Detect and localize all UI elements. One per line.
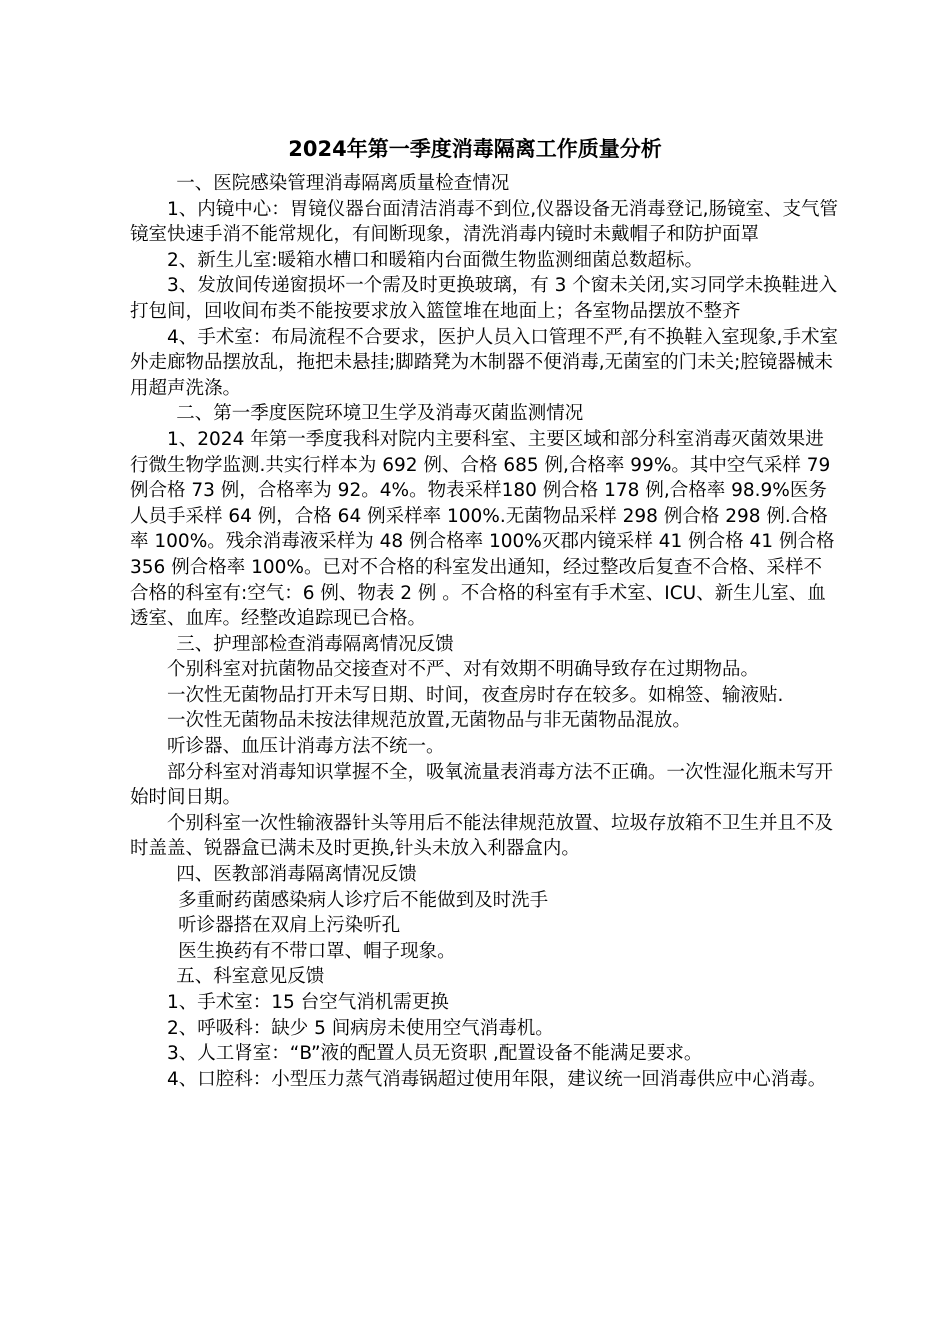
paragraph-5-2: 2、呼吸科：缺少 5 间病房未使用空气消毒机。	[167, 1017, 554, 1039]
section-heading-5: 五、科室意见反馈	[176, 966, 325, 988]
paragraph-5-4: 4、口腔科：小型压力蒸气消毒锅超过使用年限，建议统一回消毒供应中心消毒。	[167, 1068, 827, 1090]
paragraph-3-6: 个别科室一次性输液器针头等用后不能法律规范放置、垃圾存放箱不卫生并且不及时盖盖、锐器盒已满未及时更换,针头未放入利器盒内。	[130, 812, 834, 860]
paragraph-5-1: 1、手术室：15 台空气消机需更换	[167, 992, 449, 1013]
paragraph-2-1: 1、2024 年第一季度我科对院内主要科室、主要区域和部分科室消毒灭菌效果进行微生物学监测.共实行样本为 692 例、合格 685 例,合格率 99%。其中空气采样 79 例合格 73 例，合格率为 92。4%。物表采样180 例合格 178 例,合格率 98.9%医务人员手采样 64 例，合格 64 例采样率 100%.无菌物品采样 298 例合格 298 例.合格率 100%。残余消毒液采样为 48 例合格率 100%灭郡内镜采样 41 例合格 41 例合格 356 例合格率 100%。已对不合格的科室发出通知，经过整改后复查不合格、采样不合格的科室有:空气：6 例、物表 2 例 。不合格的科室有手术室、ICU、新生儿室、血透室、血库。经整改追踪现已合格。	[130, 428, 841, 630]
document-body	[130, 171, 840, 1092]
paragraph-1-3: 3、发放间传递窗损坏一个需及时更换玻璃，有 3 个窗未关闭,实习同学未换鞋进入打包间，回收间布类不能按要求放入篮筐堆在地面上；各室物品摆放不整齐	[130, 275, 838, 322]
paragraph-3-3: 一次性无菌物品未按法律规范放置,无菌物品与非无菌物品混放。	[167, 710, 691, 732]
paragraph-4-3: 医生换药有不带口罩、帽子现象。	[178, 940, 456, 962]
paragraph-1-1: 1、内镜中心：胃镜仪器台面清洁消毒不到位,仪器设备无消毒登记,肠镜室、支气管镜室快速手消不能常规化，有间断现象，清洗消毒内镜时未戴帽子和防护面罩	[130, 198, 839, 246]
paragraph-3-5: 部分科室对消毒知识掌握不全，吸氧流量表消毒方法不正确。一次性湿化瓶未写开始时间日期。	[130, 761, 834, 809]
paragraph-5-3: 3、人工肾室：“B”液的配置人员无资职 ,配置设备不能满足要求。	[167, 1043, 703, 1065]
paragraph-3-2: 一次性无菌物品打开未写日期、时间，夜查房时存在较多。如棉签、输液贴.	[167, 684, 784, 706]
paragraph-4-2: 听诊器搭在双肩上污染听孔	[178, 915, 401, 937]
paragraph-1-2: 2、新生儿室:暖箱水槽口和暖箱内台面微生物监测细菌总数超标。	[167, 249, 704, 271]
section-heading-4: 四、医教部消毒隔离情况反馈	[176, 864, 417, 886]
paragraph-1-4: 4、手术室：布局流程不合要求，医护人员入口管理不严,有不换鞋入室现象,手术室外走廊物品摆放乱，拖把未悬挂;脚踏凳为木制器不便消毒,无菌室的门未关;腔镜器械未用超声洗涤。	[130, 326, 839, 399]
paragraph-4-1: 多重耐药菌感染病人诊疗后不能做到及时洗手	[178, 889, 549, 911]
section-heading-1: 一、医院感染管理消毒隔离质量检查情况	[176, 173, 510, 194]
page-title: 2024年第一季度消毒隔离工作质量分析	[288, 137, 662, 161]
paragraph-3-4: 听诊器、血压计消毒方法不统一。	[167, 736, 445, 758]
section-heading-2: 二、第一季度医院环境卫生学及消毒灭菌监测情况	[176, 403, 584, 425]
paragraph-3-1: 个别科室对抗菌物品交接查对不严、对有效期不明确导致存在过期物品。	[167, 659, 760, 681]
section-heading-3: 三、护理部检查消毒隔离情况反馈	[176, 633, 454, 655]
